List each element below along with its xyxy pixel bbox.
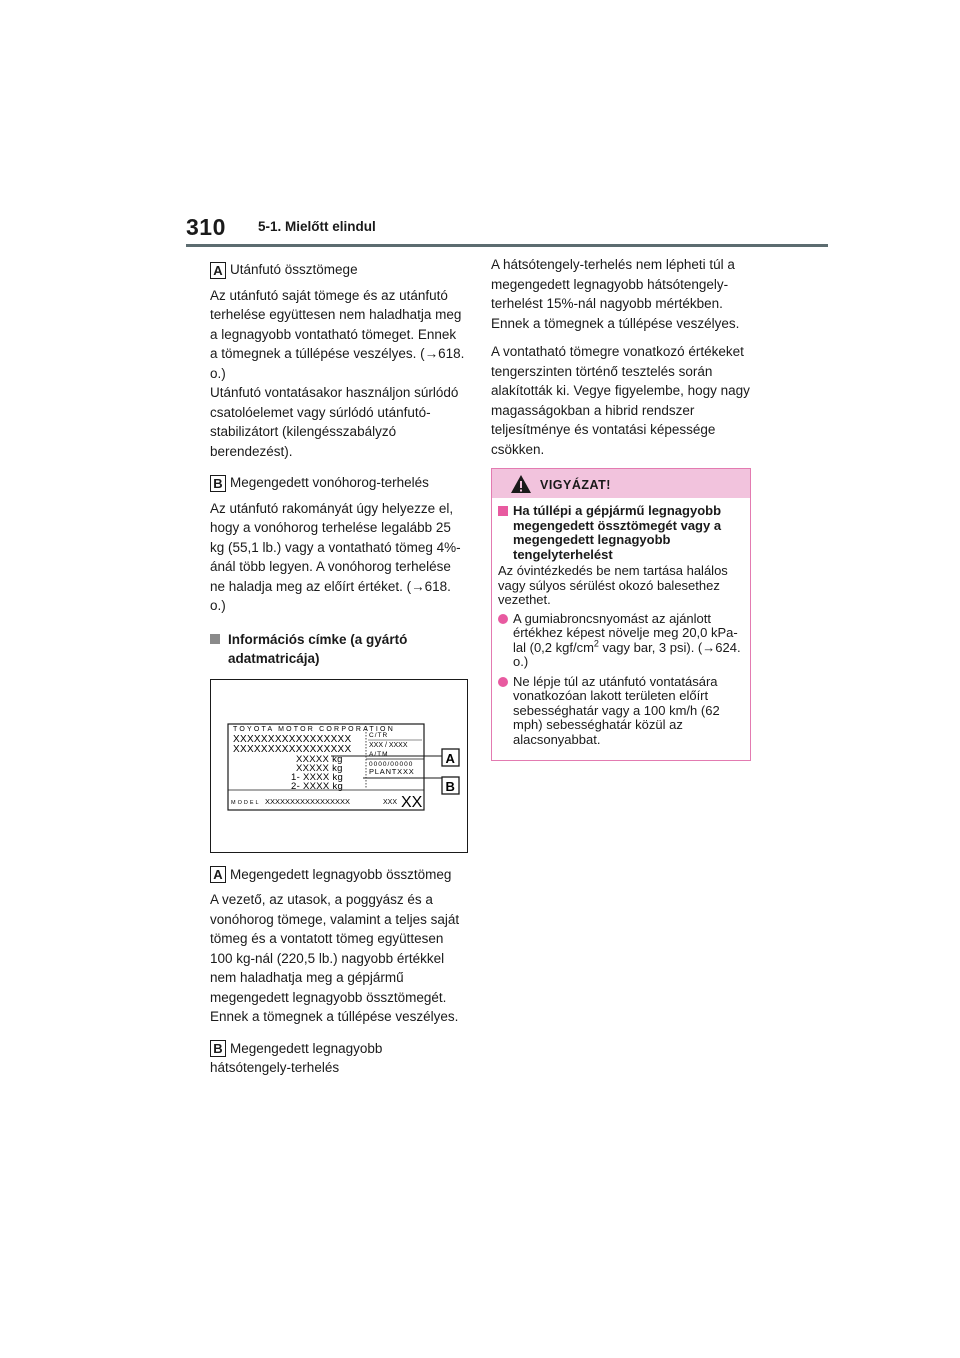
warning-heading: Ha túllépi a gépjármű legnagyobb megengedett össztömegét vagy a megengedett legnagyobb tengelyterhelést	[498, 504, 744, 562]
warning-triangle-icon	[510, 474, 532, 494]
label-ctr-value: XXX / XXXX	[369, 741, 408, 749]
warning-bullet: A gumiabroncsnyomást az ajánlott értékhez képest növelje meg 20,0 kPa-lal (0,2 kgf/$cm^2$ vagy bar, 3 psi). (→624. o.)	[498, 612, 744, 670]
warning-bullet: Ne lépje túl az utánfutó vontatására vonatkozóan lakott területen előírt sebességhatár vagy a 100 km/h (62 mph) sebességhatár közül az alacsonyabbat.	[498, 675, 744, 748]
page-number: 310	[186, 214, 226, 240]
marker-b: B	[210, 475, 226, 492]
label-model: MODEL	[231, 799, 261, 806]
paragraph: A hátsótengely-terhelés nem lépheti túl a megengedett legnagyobb hátsótengely-terhelést 15%-nál nagyobb mértékben. Ennek a tömegnek a túllépése veszélyes.	[491, 257, 740, 331]
warning-box	[491, 468, 751, 761]
label-kg: 1- XXXX kg	[291, 771, 344, 783]
item-title: Megengedett legnagyobb össztömeg	[230, 866, 452, 882]
square-bullet-icon	[498, 506, 508, 516]
paragraph: Az utánfutó rakományát úgy helyezze el, hogy a vonóhorog terhelése legalább 25 kg (55,1 lb.) vagy a vontatható tömeg 4%-ánál több legyen. A vonóhorog terhelése ne haladja meg az előírt értéket. (→618. o.)	[210, 500, 461, 613]
warning-title: VIGYÁZAT!	[540, 478, 611, 492]
warning-header	[492, 469, 750, 498]
item-title: Megengedett vonóhorog-terhelés	[230, 475, 429, 490]
label-line: XXXXXXXXXXXXXXXXX	[233, 733, 352, 745]
label-kg: XXXXX kg	[296, 753, 343, 765]
label-plant-top: 0000/00000	[369, 760, 414, 768]
label-kg: XXXXX kg	[296, 762, 343, 774]
warning-text: Az óvintézkedés be nem tartása halálos vagy súlyos sérülést okozó balesethez vezethet.	[498, 563, 728, 607]
label-line: XXXXXXXXXXXXXXXXX	[233, 743, 352, 755]
label-atm: A/TM	[369, 750, 389, 758]
item-title: Megengedett legnagyobb hátsótengely-terhelés	[210, 1040, 383, 1075]
callout-b-text: B	[445, 778, 455, 794]
right-column	[491, 255, 751, 761]
round-bullet-icon	[498, 614, 508, 624]
header-rule	[186, 244, 828, 247]
item-b-axle-load	[210, 1039, 466, 1078]
item-a-trailer-weight	[210, 260, 466, 280]
label-kg: 2- XXXX kg	[291, 780, 344, 792]
section-title: 5-1. Mielőtt elindul	[258, 219, 376, 234]
square-bullet-icon	[210, 634, 220, 644]
manufacturer-label-illustration	[210, 679, 468, 853]
item-b-tongue-load	[210, 473, 466, 493]
callout-a-text: A	[445, 750, 455, 766]
label-xx: XX	[401, 793, 423, 811]
label-company: TOYOTA MOTOR CORPORATION	[233, 725, 395, 733]
item-title: Utánfutó össztömege	[230, 262, 358, 277]
marker-a: A	[210, 262, 226, 279]
warning-body	[492, 498, 750, 760]
marker-b: B	[210, 1040, 226, 1057]
label-model-value: XXXXXXXXXXXXXXXXX	[265, 796, 351, 806]
paragraph: A vontatható tömegre vonatkozó értékeket tengerszinten történő tesztelés során alakították ki. Vegye figyelembe, hogy nagy magasságokban a hibrid rendszer teljesítménye és vontatási képessége csökken.	[491, 344, 750, 457]
paragraph: Az utánfutó saját tömege és az utánfutó terhelése együttesen nem haladhatja meg a legnagyobb vontatható tömeget. Ennek a tömegnek a túllépése veszélyes. (→618. o.)	[210, 287, 465, 381]
round-bullet-icon	[498, 677, 508, 687]
marker-a: A	[210, 866, 226, 883]
label-ctr: C/TR	[369, 731, 389, 739]
label-xxx: XXX	[383, 798, 398, 806]
info-heading: Információs címke (a gyártó adatmatricája)	[210, 630, 466, 669]
item-a-gross-weight	[210, 865, 466, 885]
paragraph: Utánfutó vontatásakor használjon súrlódó csatolóelemet vagy súrlódó utánfutó-stabilizátort (kilengésszabályzó berendezést).	[210, 385, 459, 459]
left-column	[210, 260, 466, 1084]
paragraph: A vezető, az utasok, a poggyász és a vonóhorog tömege, valamint a teljes saját tömeg és a vontatott tömeg együttesen 100 kg-nál (220,5 lb.) nagyobb értékkel nem haladhatja meg a gépjármű megengedett legnagyobb össztömegét. Ennek a tömegnek a túllépése veszélyes.	[210, 892, 460, 1024]
label-plant: PLANTXXX	[369, 766, 415, 776]
